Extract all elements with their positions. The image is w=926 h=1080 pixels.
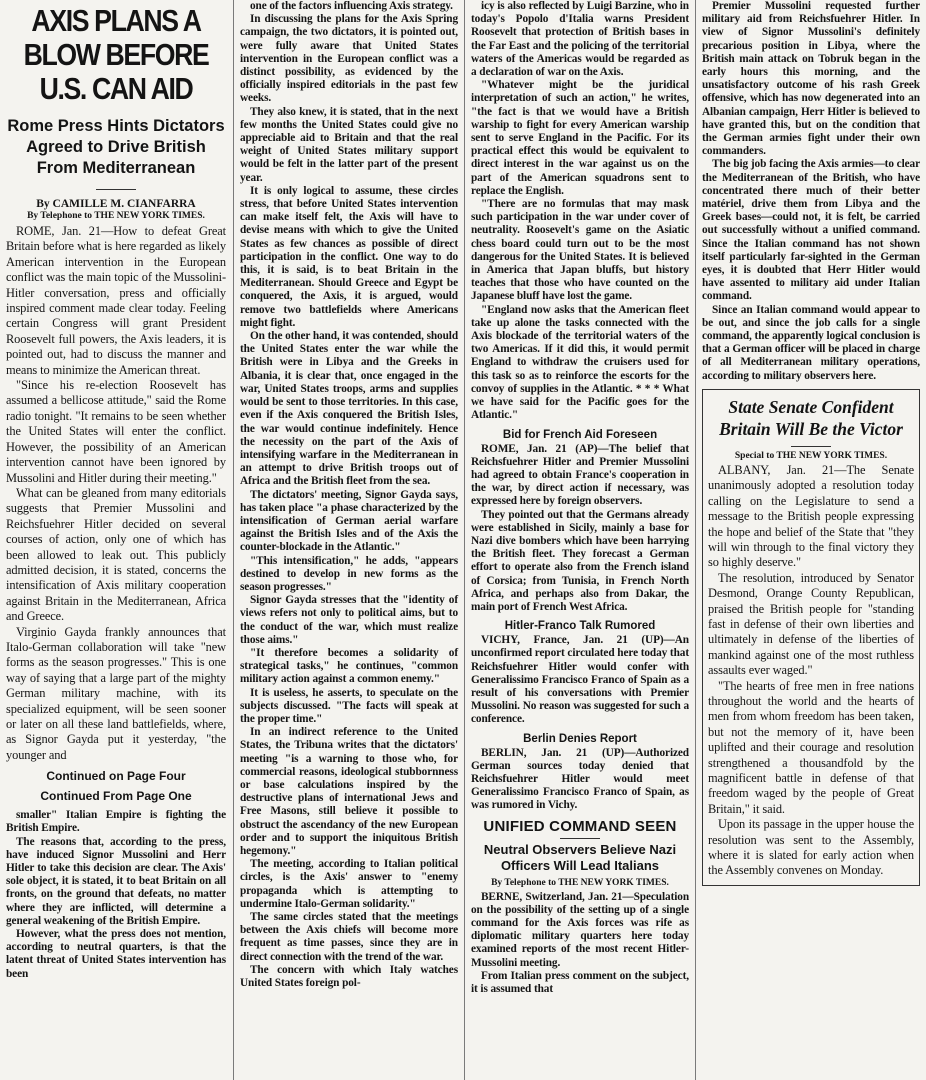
deck: Rome Press Hints Dictators Agreed to Drive British From Mediterranean [7, 117, 225, 177]
unified-deck: Neutral Observers Believe Nazi Officers Will Lead Italians [483, 841, 677, 873]
column-3 [465, 0, 695, 1080]
paragraph: However, what the press does not mention, according to neutral quarters, is that the latent threat of United States intervention has been [6, 928, 226, 980]
paragraph: "It therefore becomes a solidarity of strategical tasks," he continues, "common military action against a common enemy." [240, 646, 458, 686]
paragraph: "The hearts of free men in free nations throughout the world and the hearts of men from whom freedom has been taken, but not the memory of it, have been uplifted and their courage and resolution strengthened a thousandfold by the magnificent battle in defense of that freedom waged by the people of Great Britain," it said. [708, 678, 914, 816]
paragraph: smaller" Italian Empire is fighting the British Empire. [6, 809, 226, 835]
paragraph: In an indirect reference to the United States, the Tribuna writes that the dictators' meeting "is a warning to those who, for commercial reasons, ideological stubbornness or base calculations inspired by the destructive plans of international Jews and Free Masons, still believe it possible to obstruct the ascendancy of the new European order and to support the iniquitous British hegemony." [240, 726, 458, 857]
paragraph: The same circles stated that the meetings between the Axis chiefs will become more frequent as time passes, since they are in direct connection with the trend of the war. [240, 911, 458, 963]
paragraph: They also knew, it is stated, that in the next few months the United States could give no appreciable aid to Britain and that the real weight of United States military support would be felt in the latter part of the present year. [240, 105, 458, 184]
headline: AXIS PLANS A BLOW BEFORE U.S. CAN AID [23, 3, 209, 106]
paragraph: BERLIN, Jan. 21 (UP)—Authorized German sources today denied that Reichsfuehrer Hitler would meet Generalissimo Francisco Franco of Spain, as was rumored in Vichy. [471, 746, 689, 812]
paragraph: "England now asks that the American fleet take up alone the tasks connected with the Axis blockade of the territorial waters of the two Americas. If it did this, it would permit England to withdraw the cruisers used for this task so as to reinforce the escorts for the convoy of supplies in the Atlantic. * * * What we have said for the Pacific goes for the Atlantic." [471, 303, 689, 422]
divider [96, 189, 136, 190]
paragraph: "There are no formulas that may mask such participation in the war under cover of neutrality. Roosevelt's game on the Asiatic chess board could turn out to be the most dangerous for the United States. It is believed in America that Japan bluffs, but history teaches that those who have counted on the Japanese bluff have lost the game. [471, 198, 689, 303]
column-2 [234, 0, 464, 1080]
paragraph: On the other hand, it was contended, should the United States enter the war while the British were in Libya and the Greeks in Albania, it is clear that, once engaged in the war, United States troops, arms and supplies would be sent to those territories. In this case, even if the Axis conquered the British Isles, the war would continue indefinitely. Hence the necessity on the part of the Axis of intensifying warfare in the Mediterranean in an attempt to drive British troops out of Africa and the British fleet from the sea. [240, 330, 458, 488]
credit-line: By Telephone to THE NEW YORK TIMES. [27, 211, 205, 221]
divider [560, 838, 600, 839]
paragraph: BERNE, Switzerland, Jan. 21—Speculation on the possibility of the setting up of a single command for the Axis forces was rife as diplomatic military quarters here today examined reports of the most recent Hitler-Mussolini meeting. [471, 890, 689, 969]
paragraph: The concern with which Italy watches United States foreign pol- [240, 963, 458, 990]
paragraph: What can be gleaned from many editorials suggests that Premier Mussolini and Reichsfuehrer Hitler decided on several courses of action, only one of which has been allowed to leak out. This publicly admitted decision, it is stated, concerns the intensification of Axis military cooperation against Britain in the Mediterranean, Africa and Greece. [6, 485, 226, 624]
paragraph: Upon its passage in the upper house the resolution was sent to the Assembly, where it is slated for early action when the Assembly convenes on Monday. [708, 817, 914, 878]
paragraph: one of the factors influencing Axis strategy. [250, 0, 453, 12]
paragraph: "Whatever might be the juridical interpretation of such an action," he writes, "the fact is that we would have a British warship to fight for every American warship sent to serve England in the Pacific. For its practical effect this would be equivalent to direct interest in the war against us on the part of the American squadrons sent to replace the English. [471, 79, 689, 197]
paragraph: The resolution, introduced by Senator Desmond, Orange County Republican, praised the British people for "standing fast in defense of their own liberties and ultimately in defense of the liberties of mankind against one of the most ruthless assaults ever waged." [708, 570, 914, 678]
divider [791, 446, 831, 447]
paragraph: Since an Italian command would appear to be out, and since the job calls for a single command, the apparently logical conclusion is that a German officer will be placed in charge of all Mediterranean military operations, according to military observers here. [702, 303, 920, 382]
paragraph: Premier Mussolini requested further military aid from Reichsfuehrer Hitler. In view of Signor Mussolini's definitely precarious position in Libya, where the British main attack on Tobruk began in the early hours this morning, and the unsatisfactory outcome of his rash Greek offensive, which has now degenerated into an Albanian campaign, Herr Hitler is believed to have granted this, but on the condition that the German armies fight under their own commanders. [702, 0, 920, 158]
column-4 [696, 0, 926, 1080]
paragraph: The big job facing the Axis armies—to clear the Mediterranean of the British, who have concentrated there much of their better matériel, drive them from Libya and the Greek bases—could not, it is felt, be carried out successfully without a unified command. Since the Italian command has not shown itself particularly far-sighted in the German eyes, it is doubted that Herr Hitler would have assented to military aid under Italian command. [702, 158, 920, 303]
unified-title: UNIFIED COMMAND SEEN [483, 817, 677, 835]
credit-line: By Telephone to THE NEW YORK TIMES. [491, 877, 669, 888]
paragraph: The meeting, according to Italian political circles, is the Axis' answer to "enemy propaganda which is attempting to undermine Italo-German solidarity." [240, 858, 458, 910]
paragraph: icy is also reflected by Luigi Barzine, who in today's Popolo d'Italia warns President Roosevelt that protection of British bases in the Far East and the policing of the territorial waters of the Americas would be regarded as a declaration of war on the Axis. [471, 0, 689, 79]
paragraph: ALBANY, Jan. 21—The Senate unanimously adopted a resolution today calling on the Legislature to send a message to the British people expressing the hope and belief of the State that "they will win through to the final victory they so highly deserve." [708, 462, 914, 570]
column-1 [0, 0, 232, 1080]
credit-line: Special to THE NEW YORK TIMES. [734, 450, 888, 461]
senate-box [702, 389, 920, 886]
subhead-berlin: Berlin Denies Report [523, 732, 637, 745]
unified-command-head [471, 819, 689, 874]
paragraph: The reasons that, according to the press, have induced Signor Mussolini and Herr Hitler to take this decision are clear. The Axis' sole object, it is stated, it to beat Britain on all fronts, on the ground that defeats, no matter where they are inflicted, will determine a general weakening of the British Empire. [6, 835, 226, 927]
paragraph: "Since his re-election Roosevelt has assumed a bellicose attitude," said the Rome radio tonight. "It remains to be seen whether the United States will enter the conflict. However, the possibility of an American intervention cannot have been ignored by Mussolini and Hitler during their meeting." [6, 378, 226, 485]
continued-on: Continued on Page Four [46, 769, 186, 784]
paragraph: It is useless, he asserts, to speculate on the subjects discussed. "The facts will speak at the proper time." [240, 686, 458, 725]
paragraph: Signor Gayda stresses that the "identity of views refers not only to political aims, but to the conduct of the war, which must realize those aims." [240, 594, 458, 646]
paragraph: They pointed out that the Germans already were established in Sicily, mainly a base for Nazi dive bombers which have been harrying the British fleet. They forecast a German effort to operate also from the French island of Corsica; from Tunisia, in French North Africa, and perhaps also from Dakar, the main port of French West Africa. [471, 508, 689, 613]
paragraph: In discussing the plans for the Axis Spring campaign, the two dictators, it is pointed out, were fully aware that United States intervention in the European conflict was a distinct possibility, as evidenced by the officially inspired editorials in the past few weeks. [240, 13, 458, 105]
paragraph: The dictators' meeting, Signor Gayda says, has taken place "a phase characterized by the intensification of German aerial warfare against the British Isles and of the Axis the counter-blockade in the Atlantic." [240, 488, 458, 554]
senate-title: State Senate Confident Britain Will Be the Victor [719, 396, 903, 439]
byline: By CAMILLE M. CIANFARRA [36, 198, 196, 210]
paragraph: It is only logical to assume, these circles stress, that before United States intervention can make itself felt, the Axis will have to devise means with which to give the United States as few chances as possible of direct participation in the conflict. One way to do this, it is said, is to beat Britain in the Mediterranean. Should Greece and Egypt be conquered, the Axis, it is argued, would remove two battlefields where Americans might fight. [240, 184, 458, 329]
paragraph: From Italian press comment on the subject, it is assumed that [471, 969, 689, 995]
paragraph: ROME, Jan. 21 (AP)—The belief that Reichsfuehrer Hitler and Premier Mussolini had agreed to obtain France's cooperation in the war, by direct action if necessary, was expressed here by foreign observers. [471, 442, 689, 508]
continued-from: Continued From Page One [40, 789, 192, 804]
paragraph: Virginio Gayda frankly announces that Italo-German collaboration will take "new forms as the season progresses." This is one way of saying that a large part of the mighty German military machine, with its specialized equipment, will be seen sooner or later on all these land battlefields, where, as Signor Gayda put it yesterday, "the younger and [6, 624, 226, 762]
paragraph: VICHY, France, Jan. 21 (UP)—An unconfirmed report circulated here today that Reichsfuehrer Hitler would confer with Generalissimo Francisco Franco of Spain as a result of his conversations with Premier Mussolini. No reason was suggested for such a conference. [471, 634, 689, 726]
paragraph: ROME, Jan. 21—How to defeat Great Britain before what is here regarded as likely American intervention in the European conflict was the main topic of the Mussolini-Hitler conversation, press and officially inspired comment made clear today. Feeling certain Congress will grant President Roosevelt full powers, the Axis leaders, it is pointed out, had to discuss the manner and means to minimize the American threat. [6, 224, 226, 377]
subhead-french: Bid for French Aid Foreseen [502, 428, 658, 441]
subhead-franco: Hitler-Franco Talk Rumored [504, 620, 656, 633]
paragraph: "This intensification," he adds, "appears destined to develop in new forms as the season progresses." [240, 554, 458, 593]
